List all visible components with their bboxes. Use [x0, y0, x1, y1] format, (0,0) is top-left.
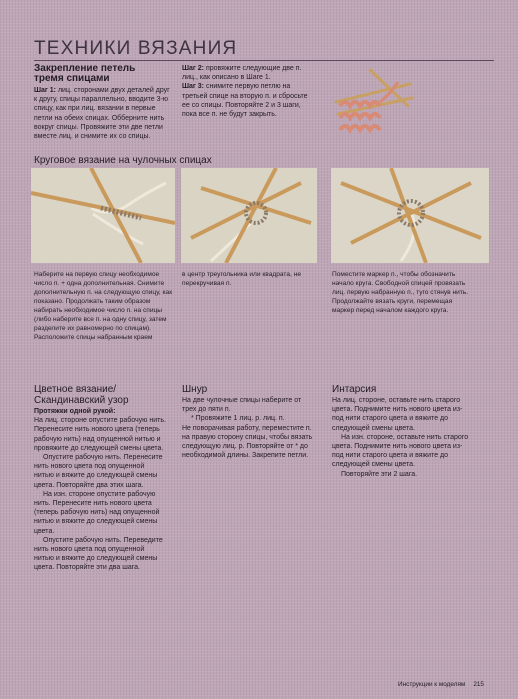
step3-label: Шаг 3:: [182, 83, 205, 91]
colorwork-heading: Цветное вязание/ Скандинавский узор: [34, 384, 129, 406]
colorwork-subheading: Протяжки одной рукой:: [34, 408, 116, 415]
binding-step1: [34, 86, 170, 141]
circular-caption-1: Наберите на первую спицу необходимое число п. + одна дополнительная. Снимите дополнительную п. на следующую спицу, как показано. Продолжать таким образом набирать необходимое число п. на спицы (либо наберите все п. на одну спицу, затем разделите их равномерно по спицам). Расположите спицы набранным краем: [34, 271, 173, 341]
step1-label: Шаг 1:: [34, 87, 57, 94]
cord-text: [182, 396, 314, 460]
photo-first-round: [331, 168, 489, 263]
intarsia-heading: Интарсия: [332, 384, 377, 395]
step2-label: Шаг 2:: [182, 65, 205, 72]
binding-heading: Закрепление петель тремя спицами: [34, 63, 136, 84]
cord-p2: * Провяжите 1 лиц. р. лиц. п.: [191, 415, 285, 423]
page-title: ТЕХНИКИ ВЯЗАНИЯ: [34, 38, 238, 59]
step2-text: провяжите следующие две п. лиц., как описано в Шаге 1.: [182, 65, 302, 82]
circular-heading: Круговое вязание на чулочных спицах: [34, 155, 212, 166]
colorwork-p4: Опустите рабочую нить. Переведите нить нового цвета под опущенной нитью и вяжите до следующей смены цвета. Повторяйте эти два шага.: [34, 536, 163, 572]
cord-heading: Шнур: [182, 384, 208, 395]
step3-text: снимите первую петлю на третьей спице на вторую п. и сбросьте ее со спицы. Повторяйте 2 и 3 шаги, пока все п. не будут закрыть.: [182, 83, 308, 119]
colorwork-p3: На изн. стороне опустите рабочую нить. Перенесите нить нового цвета (теперь рабочую нить) над опущенной нитью и вяжите до следующей смены цвета.: [34, 490, 160, 535]
circular-caption-3: Поместите маркер п., чтобы обозначить начало круга. Свободной спицей провязать лиц. первую набранную п., туго стянув нить. Продолжайте вязать круги, перемещая маркер перед началом каждого круга.: [332, 271, 469, 314]
cord-p1: На две чулочные спицы наберите от трех до пяти п.: [182, 397, 302, 414]
knitting-diagram-icon: [330, 62, 416, 138]
circular-caption-2: в центр треугольника или квадрата, не перекручивая п.: [182, 271, 302, 287]
colorwork-p2: Опустите рабочую нить. Перенесите нить нового цвета под опущенной нитью и вяжите до следующей смены цвета. Повторяйте два этих шага.: [34, 454, 163, 489]
page-number: 215: [473, 681, 484, 688]
photo-cast-on: [31, 168, 175, 263]
footer-label: Инструкции к моделям: [398, 681, 466, 688]
colorwork-text: [34, 407, 166, 573]
intarsia-p1: На лиц. стороне, оставьте нить старого цвета. Поднимите нить нового цвета из-под нити старого цвета и вяжите до следующей смены цвета.: [332, 397, 463, 432]
page-footer: [398, 681, 484, 688]
intarsia-text: [332, 396, 472, 479]
step1-text: лиц. сторонами двух деталей друг к другу, спицы параллельно, вводите 3-ю спицу, как при лиц. вязании в первые петли на обеих спицах. Обберните нить вокруг спицы. Провяжите эти две петли вместе лиц. и снимите их со спицы.: [34, 87, 170, 141]
photo-triangle: [181, 168, 317, 263]
intarsia-p3: Повторяйте эти 2 шага.: [341, 470, 418, 478]
cord-p3: Не поворачивая работу, переместите п. на правую сторону спицы, чтобы вязать следующую лиц. р. Повторяйте от * до необходимой длины. Закрепите петли.: [182, 424, 313, 460]
binding-step2-3: [182, 64, 314, 119]
title-rule: [34, 60, 494, 61]
colorwork-p1: На лиц. стороне опустите рабочую нить. Перенесите нить нового цвета (теперь рабочую нить) над опущенной нитью и провяжите до следующей смены цвета.: [34, 417, 166, 452]
intarsia-p2: На изн. стороне, оставьте нить старого цвета. Поднимите нить нового цвета из-под нити старого цвета и вяжите до следующей смены цвета.: [332, 433, 469, 469]
